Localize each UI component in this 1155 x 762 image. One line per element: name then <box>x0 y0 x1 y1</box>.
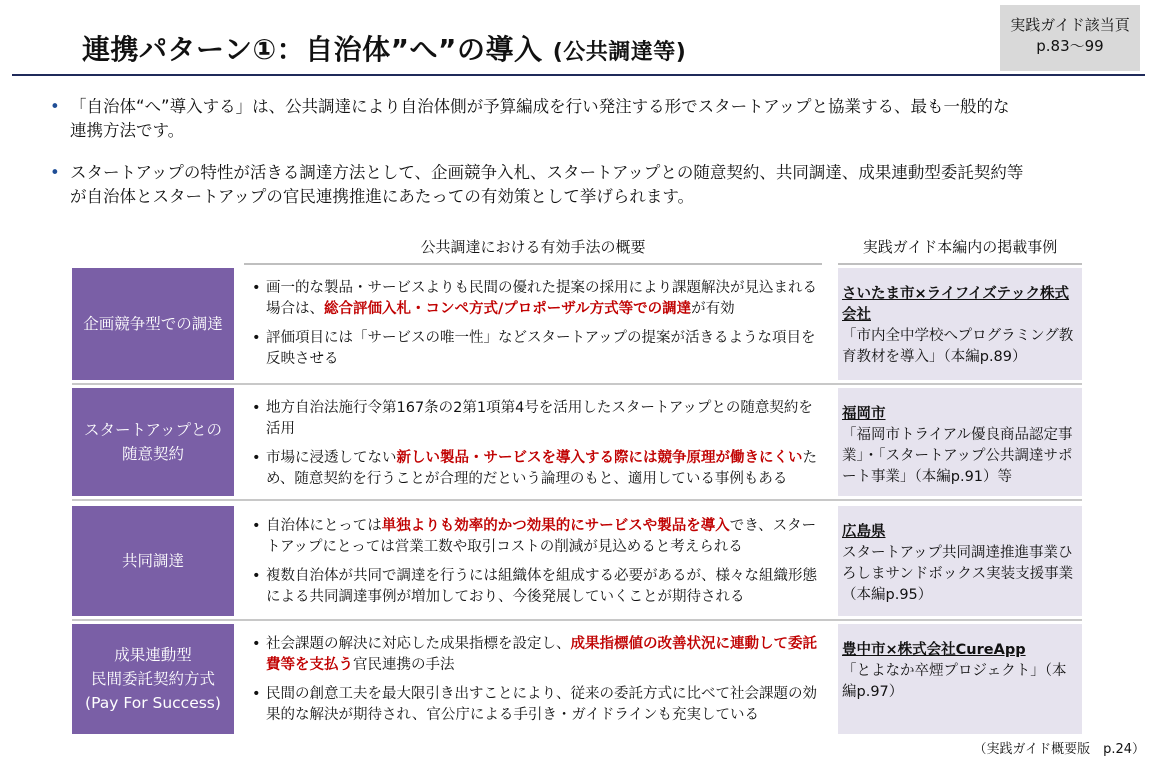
example-detail: 「とよなか卒煙プロジェクト」（本編p.97） <box>842 663 1067 700</box>
intro-bullet-1-line2: 連携方法です。 <box>70 121 185 140</box>
description-item <box>252 328 822 370</box>
example-organization: さいたま市×ライフイズテック株式会社 <box>842 286 1070 323</box>
row-label-pay-for-success <box>72 624 234 734</box>
item-text-after: でき、スタートアップにとっては営業工数や取引コストの削減が見込めると考えられる <box>266 518 817 555</box>
item-text: 民間の創意工夫を最大限引き出すことにより、従来の委託方式に比べて社会課題の効果的な解決が期待され、官公庁による手引き・ガイドラインも充実している <box>266 686 817 723</box>
row-label-competitive-procurement <box>72 268 234 380</box>
intro-bullet-1 <box>50 95 1120 143</box>
row-divider <box>72 383 1082 385</box>
row-description-competitive-procurement <box>252 278 822 378</box>
page-title <box>82 28 686 68</box>
description-item <box>252 634 822 676</box>
item-text: 社会課題の解決に対応した成果指標を設定し、 <box>266 636 571 652</box>
guide-page-reference <box>1000 5 1140 71</box>
row-label-line1: スタートアップとの <box>84 421 222 439</box>
item-text: 市場に浸透してない <box>266 450 397 466</box>
row-label-line2: 随意契約 <box>121 445 184 463</box>
intro-bullet-2-line1: スタートアップの特性が活きる調達方法として、企画競争入札、スタートアップとの随意契約、共同調達、成果連動型委託契約等 <box>70 163 1024 182</box>
example-detail: 「市内全中学校へプログラミング教育教材を導入」（本編p.89） <box>842 328 1074 365</box>
example-organization: 広島県 <box>842 524 886 540</box>
page-title-sub: (公共調達等) <box>552 40 687 65</box>
item-emphasis: 単独よりも効率的かつ効果的にサービスや製品を導入 <box>381 518 730 534</box>
row-description-joint-procurement <box>252 516 822 616</box>
item-text-after: ため、随意契約を行うことが合理的だという論理のもと、適用している事例もある <box>266 450 817 487</box>
example-joint-procurement <box>838 506 1082 616</box>
item-emphasis: 成果指標値の改善状況に連動して委託費等を支払う <box>266 636 817 673</box>
row-description-pay-for-success <box>252 634 822 734</box>
row-label-line1: 企画競争型での調達 <box>83 315 223 333</box>
row-description-discretionary-contract <box>252 398 822 498</box>
row-divider <box>72 619 1082 621</box>
row-label-line1: 成果連動型 <box>114 646 192 664</box>
page-title-main: 連携パターン①：自治体”へ”の導入 <box>82 33 543 66</box>
description-item <box>252 566 822 608</box>
row-label-line1: 共同調達 <box>121 552 184 570</box>
bullet-dot: • <box>50 97 60 116</box>
row-label-line3: (Pay For Success) <box>85 694 221 712</box>
column-header-examples: 実践ガイド本編内の掲載事例 <box>838 236 1082 265</box>
row-label-line2: 民間委託契約方式 <box>90 670 215 688</box>
intro-bullet-2-line2: が自治体とスタートアップの官民連携推進にあたっての有効策として挙げられます。 <box>70 187 695 206</box>
source-footnote: （実践ガイド概要版 p.24） <box>973 742 1145 757</box>
example-organization: 福岡市 <box>842 406 886 422</box>
row-label-discretionary-contract <box>72 388 234 496</box>
title-divider <box>12 74 1145 76</box>
guide-pages: p.83～99 <box>1036 37 1104 55</box>
column-header-overview: 公共調達における有効手法の概要 <box>244 236 822 265</box>
item-text: 自治体にとっては <box>266 518 382 534</box>
item-emphasis: 新しい製品・サービスを導入する際には競争原理が働きにくい <box>396 450 803 466</box>
intro-bullet-2 <box>50 161 1120 209</box>
description-item <box>252 448 822 490</box>
example-organization: 豊中市×株式会社CureApp <box>842 642 1026 658</box>
example-discretionary-contract <box>838 388 1082 496</box>
item-emphasis: 総合評価入札・コンペ方式/プロポーザル方式等での調達 <box>324 301 692 317</box>
item-text-after: が有効 <box>691 301 735 317</box>
example-competitive-procurement <box>838 268 1082 380</box>
item-text: 複数自治体が共同で調達を行うには組織体を組成する必要があるが、様々な組織形態による共同調達事例が増加しており、今後発展していくことが期待される <box>266 568 817 605</box>
description-item <box>252 684 822 726</box>
row-divider <box>72 499 1082 501</box>
example-detail: 「福岡市トライアル優良商品認定事業」・「スタートアップ公共調達サポート事業」（本編p.91）等 <box>842 427 1073 485</box>
example-pay-for-success <box>838 624 1082 734</box>
row-label-joint-procurement <box>72 506 234 616</box>
item-text: 地方自治法施行令第167条の2第1項第4号を活用したスタートアップとの随意契約を活用 <box>266 400 813 437</box>
item-text: 評価項目には「サービスの唯一性」などスタートアップの提案が活きるような項目を反映させる <box>266 330 816 367</box>
item-text: 画一的な製品・サービスよりも民間の優れた提案の採用により課題解決が見込まれる場合は、 <box>266 280 817 317</box>
description-item <box>252 398 822 440</box>
intro-bullet-1-line1: 「自治体“へ”導入する」は、公共調達により自治体側が予算編成を行い発注する形でスタートアップと協業する、最も一般的な <box>70 97 1010 116</box>
description-item <box>252 516 822 558</box>
item-text-after: 官民連携の手法 <box>353 657 455 673</box>
example-detail: スタートアップ共同調達推進事業ひろしまサンドボックス実装支援事業（本編p.95） <box>842 545 1074 603</box>
description-item <box>252 278 822 320</box>
guide-label: 実践ガイド該当頁 <box>1010 16 1130 34</box>
bullet-dot: • <box>50 163 60 182</box>
